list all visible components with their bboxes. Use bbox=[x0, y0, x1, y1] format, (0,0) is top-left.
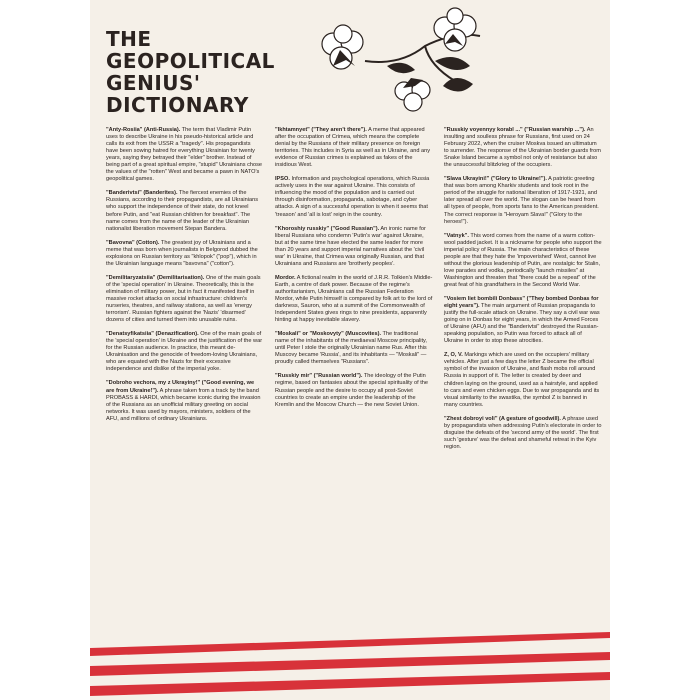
dictionary-entry bbox=[275, 373, 433, 408]
entry-definition: The ideology of the Putin regime, based on fantasies about the special spirituality of the Russian people and the desire to occupy all post-Soviet countries to create an empire under the leadership of the Kremlin and the Moscow Church — the new Soviet Union. bbox=[275, 373, 428, 408]
title-line: GEOPOLITICAL bbox=[106, 49, 275, 73]
entry-definition: An insulting and soulless phrase for Russians, first used on 24 February 2022, when the cruiser Moskva issued an ultimatum to surrender. The response of the Ukrainian border guards from Snake Island became a symbol not only of resistance but also the unsuccessful blitzkrieg of the occupiers. bbox=[444, 127, 601, 169]
dictionary-entry bbox=[106, 127, 264, 183]
entry-term: IPSO. bbox=[275, 176, 290, 183]
dictionary-entry bbox=[444, 416, 602, 451]
column-right bbox=[444, 127, 602, 458]
entry-definition: A patriotic greeting that was born among Kharkiv students and took root in the period of the struggle for national liberation of 1917-1921, and later spread all over the world. The slogan can be heard from all types of people, from sports fans to the American president. The correct response is "Heroyam Slava!" ("Glory to the heroes!"). bbox=[444, 176, 599, 225]
entry-term: "Moskali" or "Moskovyty" (Muscovites). bbox=[275, 331, 382, 338]
leaf-icon bbox=[443, 78, 473, 92]
dictionary-entry bbox=[444, 296, 602, 345]
entry-term: "Denatsyfikatsiia" (Denazification). bbox=[106, 331, 199, 338]
entry-term: "Russkiy voyennyy korabl ..." ("Russian warship ..."). bbox=[444, 127, 586, 133]
entry-term: "Vatnyk". bbox=[444, 232, 469, 239]
dictionary-entry bbox=[444, 352, 602, 408]
entry-term: "Vosiem liet bombili Donbass" ("They bombed Donbas for eight years"). bbox=[444, 295, 599, 310]
entry-term: "Demilitaryzatsiia" (Demilitarisation). bbox=[106, 274, 205, 281]
dictionary-entry bbox=[106, 380, 264, 422]
column-middle bbox=[275, 127, 433, 416]
cotton-illustration bbox=[305, 6, 495, 116]
entry-definition: The greatest joy of Ukrainians and a meme that was born when journalists in Belgorod dubbed the explosions on Russian territory as "khlopok" ("pop"), which in the Ukrainian language means "bavovna" ("cotton"). bbox=[106, 239, 258, 267]
entry-definition: The fiercest enemies of the Russians, according to their propagandists, are all Ukrainians who support the independence of their state, do not kneel before Putin, and "eat Russian children for breakfast". The name comes from the name of the leader of the Ukrainian nationalist liberation movement Stepan Bandera. bbox=[106, 190, 259, 232]
dictionary-entry bbox=[275, 331, 433, 366]
entry-definition: Markings which are used on the occupiers' military vehicles. After just a few days the letter Z became the official symbol of the invasion of Ukraine, and flash mobs roll around Russia in support of it. The letter is created by deer and children laying on the ground, used as a hairstyle, and applied to cars and even chicken eggs. Due to war propaganda and its visual similarity to the swastika, the symbol Z is banned in many countries. bbox=[444, 352, 600, 408]
leaf-icon bbox=[387, 63, 415, 73]
cotton-flower-icon bbox=[322, 25, 363, 69]
entry-definition: One of the main goals of the 'special operation' in Ukraine and the justification of the war for the Russian audience. In practice, this meant de-Ukrainisation and the genocide of freedom-loving Ukrainians, who are equated with the Nazis for their excessive independence and dislike of the imperial yoke. bbox=[106, 331, 263, 373]
entry-term: "Zhest dobroyi voli" (A gesture of goodwill). bbox=[444, 415, 561, 422]
entry-term: Z, O, V. bbox=[444, 352, 463, 359]
dictionary-entry bbox=[275, 226, 433, 268]
entry-definition: One of the main goals of the 'special operation' in Ukraine. Theoretically, this is the elimination of military power, but in fact it manifested itself in massive rocket attacks on social infrastructure: children's nurseries, theatres, and railway stations, as well as 'energy terrorism'. Russian fighters against the 'Nazis' 'disarmed' dozens of cities and turned them into unusable ruins. bbox=[106, 274, 261, 324]
entry-definition: The traditional name of the inhabitants of the mediaeval Moscow principality, until Peter I stole the originally Ukrainian name Rus. After this Muscovy became 'Russia', and its inhabitants — "Moskali" — proudly called themselves "Russians". bbox=[275, 331, 427, 366]
cotton-flower-icon bbox=[395, 78, 430, 111]
title-line: THE bbox=[106, 27, 152, 51]
title-line: DICTIONARY bbox=[106, 93, 249, 117]
entry-term: Mordor. bbox=[275, 274, 296, 281]
leaf-icon bbox=[435, 57, 470, 70]
dictionary-entry bbox=[275, 127, 433, 169]
dictionary-entry bbox=[106, 275, 264, 324]
stripe bbox=[90, 652, 610, 676]
entry-term: "Dobroho vechora, my z Ukrayiny!" ("Good evening, we are from Ukraine!"). bbox=[106, 380, 255, 394]
entry-definition: A phrase taken from a track by the band PROBASS & HARDI, which became iconic during the invasion of the Russians as an unofficial military greeting on social networks. It was used by mayors, ministers, soldiers of the AFU, and millions of ordinary Ukrainians. bbox=[106, 387, 261, 422]
stripe bbox=[90, 632, 610, 656]
cotton-flower-icon bbox=[434, 8, 476, 51]
entry-term: "Ikhtamnyet" ("They aren't there"). bbox=[275, 127, 367, 133]
dictionary-entry bbox=[275, 275, 433, 324]
red-stripes-decoration bbox=[90, 600, 610, 700]
dictionary-entry bbox=[444, 127, 602, 169]
entry-definition: The main argument of Russian propaganda to justify the full-scale attack on Ukraine. They say a civil war was going on in Donbas for eight years, in which the Armed Forces of Ukraine (AFU) and the "Banderivtsi" destroyed the Russian-speaking population, so Putin was forced to attack all of Ukraine in order to stop these atrocities. bbox=[444, 303, 600, 345]
page-title bbox=[106, 28, 275, 116]
entry-term: "Slava Ukrayini!" ("Glory to Ukraine!"). bbox=[444, 176, 547, 183]
entry-definition: An ironic name for liberal Russians who condemn 'Putin's war' against Ukraine, but at the same time have elected the same leader for more than 20 years and support imperial narratives about the 'civil war' in Ukraine, that Crimea was originally Russian, and that Ukrainians and Russians are 'brotherly peoples'. bbox=[275, 225, 426, 267]
entry-term: "Khoroshiy russkiy" ("Good Russian"). bbox=[275, 225, 380, 232]
entry-term: "Bavovna" (Cotton). bbox=[106, 239, 160, 246]
dictionary-entry bbox=[275, 176, 433, 218]
entry-term: "Banderivtsi" (Banderites). bbox=[106, 190, 178, 197]
entry-term: "Russkiy mir" ("Russian world"). bbox=[275, 373, 363, 380]
entry-definition: This word comes from the name of a warm cotton-wool padded jacket. It is a nickname for people who support the imperial policy of Russia. The main characteristics of these people are that they hate the 'impoverished' West, cannot live without the glorious leadership of Putin, are nostalgic for Stalin, love parades and vodka, periodically "launch missiles" at Washington and threaten that "there could be a repeat" of the great feat of his grandfathers in the Second World War. bbox=[444, 232, 602, 288]
dictionary-entry bbox=[106, 331, 264, 373]
column-left bbox=[106, 127, 264, 430]
entry-term: "Anty-Rosiia" (Anti-Russia). bbox=[106, 127, 181, 133]
entry-definition: A phrase used by propagandists when addressing Putin's electorate in order to disguise the defeats of the 'second army of the world'. The first such 'gesture' was the defeat and shameful retreat in the Kyiv region. bbox=[444, 415, 602, 450]
entry-definition: A meme that appeared after the occupation of Crimea, which means the complete denial by the Russians of their military presence on foreign territories. This includes in Syria as well as in Ukraine, and any evidence of Russian crimes is explained as fakes of the insidious West. bbox=[275, 127, 431, 169]
dictionary-entry bbox=[444, 176, 602, 225]
entry-definition: The term that Vladimir Putin uses to describe Ukraine in his pseudo-historical article and calls its exit from the USSR a "tragedy". His propagandists have been sowing hatred for everything Ukrainian for twenty years, saying they betrayed their "elder" brother. Instead of being part of a great spiritual empire, "stupid" Ukrainians chose the values of the "rotten" West and became a pawn in NATO's geopolitical games. bbox=[106, 127, 263, 183]
entry-definition: A fictional realm in the world of J.R.R. Tolkien's Middle-Earth, a centre of dark power. Because of the regime's authoritarianism, Ukrainians call the Russian Federation Mordor, while Putin himself is compared by folk art to the lord of darkness, Sauron, who at a summit of the Commonwealth of Independent States gives rings to nine presidents, apparently hinting at happy inevitable slavery. bbox=[275, 274, 433, 324]
dictionary-entry bbox=[444, 233, 602, 289]
title-line: GENIUS' bbox=[106, 71, 201, 95]
dictionary-entry bbox=[106, 240, 264, 268]
dictionary-page bbox=[90, 0, 610, 700]
dictionary-entry bbox=[106, 190, 264, 232]
entry-definition: Information and psychological operations, which Russia actively uses in the war against Ukraine. This consists of influencing the mood of the population and is carried out through disinformation, propaganda, sabotage, and cyber attacks. A sign of a successful operation is when it seems that 'treason' and 'all is lost' reign in the country. bbox=[275, 176, 430, 218]
stripe bbox=[90, 672, 610, 696]
